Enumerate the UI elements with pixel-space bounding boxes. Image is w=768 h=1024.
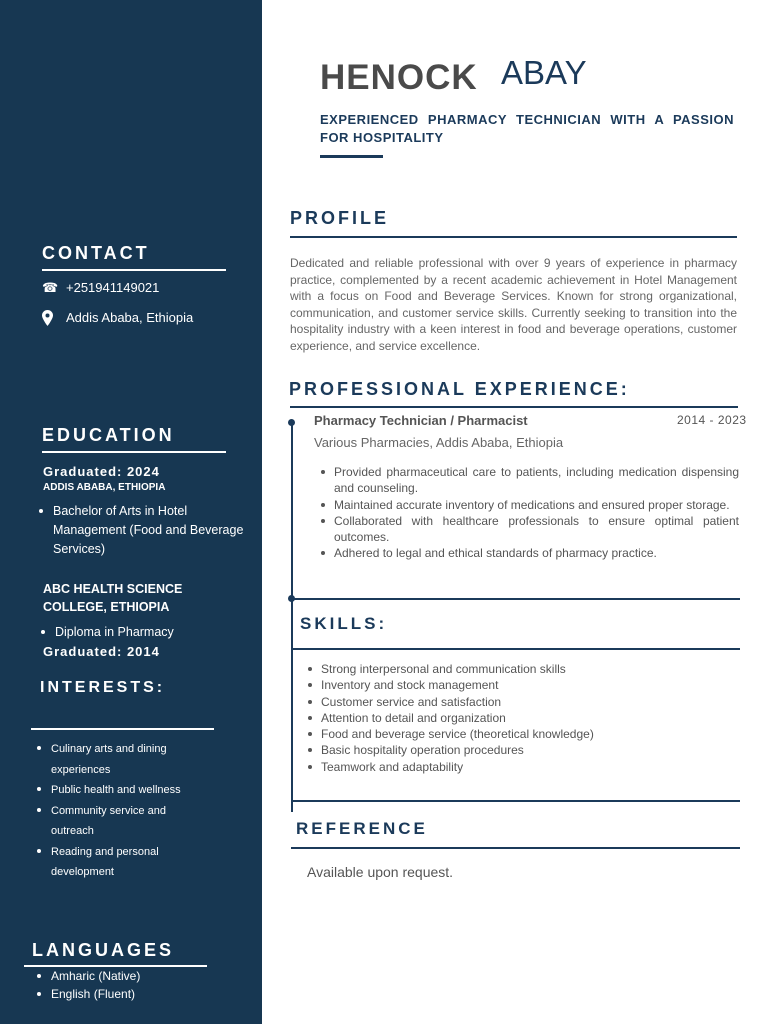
timeline-line bbox=[291, 422, 293, 812]
job-bullet: Provided pharmaceutical care to patients, including medication dispensing and counseling. bbox=[314, 464, 739, 497]
divider bbox=[291, 847, 740, 849]
skill-item: Attention to detail and organization bbox=[301, 710, 731, 726]
job-bullet: Maintained accurate inventory of medications and ensured proper storage. bbox=[314, 497, 739, 513]
skill-item: Food and beverage service (theoretical knowledge) bbox=[301, 726, 731, 742]
school-name: ABC HEALTH SCIENCE COLLEGE, ETHIOPIA bbox=[43, 582, 183, 614]
tagline: EXPERIENCED PHARMACY TECHNICIAN WITH A PASSION FOR HOSPITALITY bbox=[320, 112, 734, 145]
skill-item: Strong interpersonal and communication skills bbox=[301, 661, 731, 677]
reference-text: Available upon request. bbox=[307, 864, 454, 880]
language-item: English (Fluent) bbox=[29, 985, 229, 1003]
timeline-dot bbox=[288, 419, 295, 426]
sidebar bbox=[0, 0, 262, 1024]
divider bbox=[31, 728, 214, 730]
reference-heading: REFERENCE bbox=[296, 819, 428, 838]
interest-item: Reading and personal development bbox=[31, 842, 211, 883]
graduation-year: Graduated: 2024 bbox=[43, 464, 160, 479]
divider bbox=[291, 648, 740, 650]
graduation-year: Graduated: 2014 bbox=[43, 644, 160, 659]
profile-text: Dedicated and reliable professional with over 9 years of experience in pharmacy practice, complemented by a recent academic achievement in Hotel Management with a focus on Food and Beverage Services. Known for strong organizational, communication, and customer service skills. Currently seeking to transition into the hospitality industry with a keen interest in food and beverage operations, customer experience, and service excellence. bbox=[290, 256, 737, 353]
contact-heading: CONTACT bbox=[42, 243, 150, 263]
company: Various Pharmacies, Addis Ababa, Ethiopia bbox=[314, 435, 564, 450]
skills-heading: SKILLS: bbox=[300, 614, 388, 633]
skill-item: Inventory and stock management bbox=[301, 677, 731, 693]
skill-item: Teamwork and adaptability bbox=[301, 759, 731, 775]
education-heading: EDUCATION bbox=[42, 425, 175, 445]
job-bullet: Adhered to legal and ethical standards of pharmacy practice. bbox=[314, 545, 739, 561]
experience-heading: PROFESSIONAL EXPERIENCE: bbox=[289, 379, 630, 399]
last-name: ABAY bbox=[501, 54, 587, 91]
interests-heading: INTERESTS: bbox=[40, 679, 166, 696]
job-title: Pharmacy Technician / Pharmacist bbox=[314, 413, 528, 428]
degree: Diploma in Pharmacy bbox=[33, 623, 255, 642]
school-location: ADDIS ABABA, ETHIOPIA bbox=[43, 482, 166, 493]
divider bbox=[42, 269, 226, 271]
degree: Bachelor of Arts in Hotel Management (Food and Beverage Services) bbox=[31, 502, 253, 559]
divider bbox=[42, 451, 226, 453]
interest-item: Public health and wellness bbox=[31, 780, 211, 801]
skill-item: Customer service and satisfaction bbox=[301, 694, 731, 710]
language-item: Amharic (Native) bbox=[29, 967, 229, 985]
location-pin-icon bbox=[42, 310, 53, 326]
interest-item: Community service and outreach bbox=[31, 801, 211, 842]
divider bbox=[291, 800, 740, 802]
job-dates: 2014 - 2023 bbox=[677, 413, 747, 427]
job-bullet: Collaborated with healthcare professionals to ensure optimal patient outcomes. bbox=[314, 513, 739, 546]
first-name: HENOCK bbox=[320, 58, 478, 97]
interest-item: Culinary arts and dining experiences bbox=[31, 739, 211, 780]
divider bbox=[290, 406, 738, 408]
phone: +251941149021 bbox=[66, 280, 160, 295]
title-underline bbox=[320, 155, 383, 158]
divider bbox=[290, 236, 737, 238]
divider bbox=[291, 598, 740, 600]
location: Addis Ababa, Ethiopia bbox=[66, 310, 194, 325]
phone-icon: ☎ bbox=[42, 280, 59, 295]
profile-heading: PROFILE bbox=[290, 208, 390, 228]
skill-item: Basic hospitality operation procedures bbox=[301, 742, 731, 758]
languages-heading: LANGUAGES bbox=[32, 940, 175, 960]
